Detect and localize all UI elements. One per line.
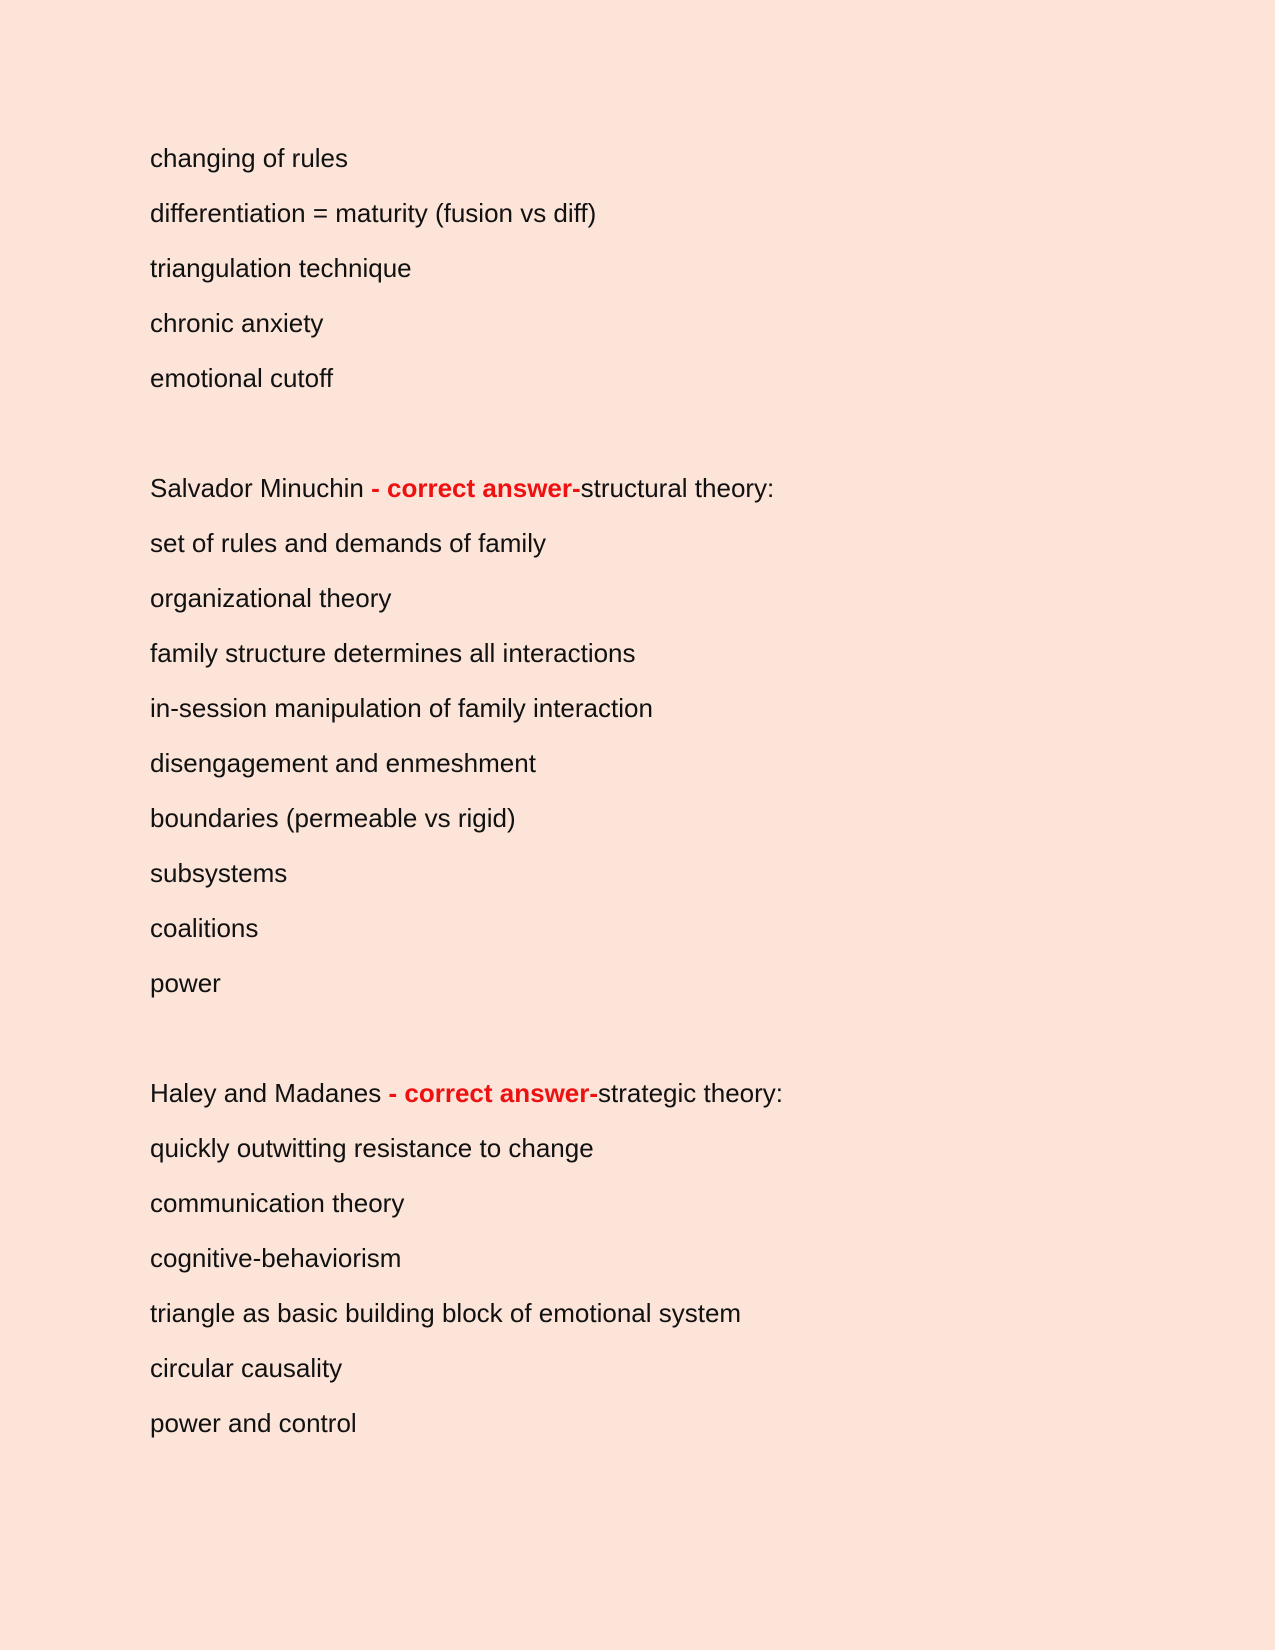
list-item: communication theory [150, 1188, 405, 1218]
list-item: family structure determines all interactions [150, 638, 636, 668]
list-item: power and control [150, 1408, 357, 1438]
list-item: in-session manipulation of family interaction [150, 693, 653, 723]
list-item: quickly outwitting resistance to change [150, 1133, 594, 1163]
list-item: emotional cutoff [150, 363, 334, 393]
question-line [150, 1077, 1150, 1110]
list-item: coalitions [150, 913, 259, 943]
list-item: chronic anxiety [150, 308, 324, 338]
list-item: differentiation = maturity (fusion vs diff) [150, 198, 597, 228]
list-item: boundaries (permeable vs rigid) [150, 803, 516, 833]
question-text: Salvador Minuchin [150, 473, 364, 503]
list-item: disengagement and enmeshment [150, 748, 536, 778]
answer-text: structural theory: [580, 473, 775, 503]
answer-text: strategic theory: [598, 1078, 784, 1108]
list-item: triangle as basic building block of emotional system [150, 1298, 742, 1328]
list-item: organizational theory [150, 583, 392, 613]
document-page [150, 142, 1150, 1462]
section-spacer [150, 1022, 1150, 1077]
list-item: power [150, 968, 221, 998]
list-item: circular causality [150, 1353, 343, 1383]
list-item: subsystems [150, 858, 288, 888]
section-haley-madanes [150, 1077, 1150, 1440]
correct-answer-tag: - correct answer- [371, 473, 581, 503]
question-line [150, 472, 1150, 505]
correct-answer-tag: - correct answer- [388, 1078, 599, 1108]
list-item: cognitive-behaviorism [150, 1243, 402, 1273]
section-minuchin [150, 472, 1150, 1000]
section-spacer [150, 417, 1150, 472]
question-text: Haley and Madanes [150, 1078, 382, 1108]
list-item: set of rules and demands of family [150, 528, 546, 558]
list-item: changing of rules [150, 143, 349, 173]
section-bowen-continued [150, 142, 1150, 395]
list-item: triangulation technique [150, 253, 412, 283]
